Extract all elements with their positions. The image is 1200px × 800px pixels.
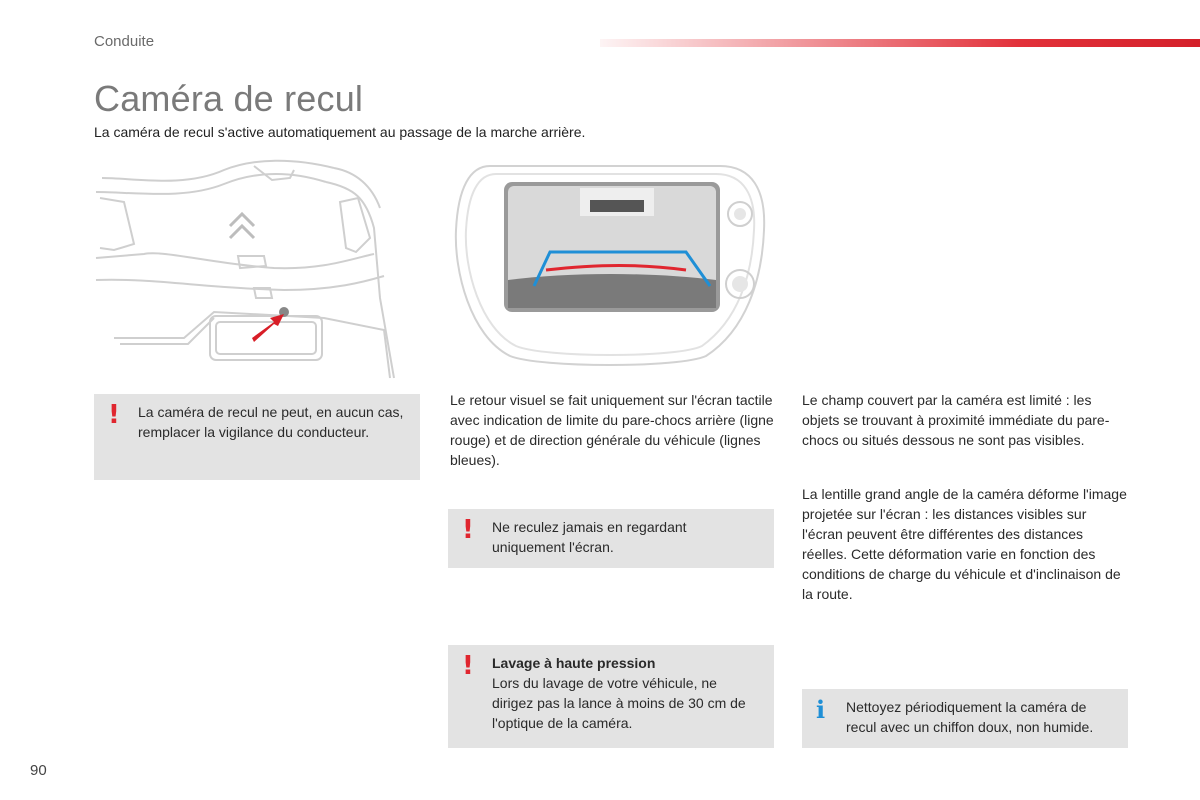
visual-feedback-paragraph: Le retour visuel se fait uniquement sur l'écran tactile avec indication de limite du pare-chocs arrière (ligne rouge) et de direction générale du véhicule (lignes bleues). — [450, 392, 774, 468]
exclamation-mark-icon: ! — [462, 651, 474, 681]
header-accent-bar — [600, 39, 1200, 47]
warning-title-washing: Lavage à haute pression — [492, 655, 656, 671]
exclamation-mark-icon: ! — [108, 400, 120, 430]
warning-note-screen — [448, 509, 774, 568]
warning-body-washing: Lors du lavage de votre véhicule, ne dirigez pas la lance à moins de 30 cm de l'optique de la caméra. — [492, 675, 746, 731]
car-rear-illustration — [94, 158, 400, 380]
wide-angle-lens-paragraph: La lentille grand angle de la caméra déforme l'image projetée sur l'écran : les distances visibles sur l'écran peuvent être différentes des distances réelles. Cette déformation varie en fonction des conditions de charge du véhicule et d'inclinaison de la route. — [802, 486, 1127, 602]
page-number: 90 — [30, 762, 47, 779]
warning-text-screen: Ne reculez jamais en regardant uniquement l'écran. — [492, 519, 687, 555]
warning-note-vigilance — [94, 394, 420, 480]
info-text-cleaning: Nettoyez périodiquement la caméra de recul avec un chiffon doux, non humide. — [846, 699, 1094, 735]
warning-text-vigilance: La caméra de recul ne peut, en aucun cas, remplacer la vigilance du conducteur. — [138, 404, 404, 440]
section-label: Conduite — [94, 33, 155, 50]
exclamation-mark-icon: ! — [462, 515, 474, 545]
warning-note-washing — [448, 645, 774, 748]
warning-text-washing — [492, 653, 762, 733]
info-icon: i — [816, 695, 826, 724]
page-title: Caméra de recul — [94, 78, 364, 119]
intro-text: La caméra de recul s'active automatiquement au passage de la marche arrière. — [94, 124, 586, 140]
info-note-cleaning — [802, 689, 1128, 748]
touchscreen-camera-view-illustration — [450, 160, 770, 370]
field-of-view-paragraph: Le champ couvert par la caméra est limité : les objets se trouvant à proximité immédiate du pare-chocs ou situés dessous ne sont pas visibles. — [802, 392, 1110, 448]
